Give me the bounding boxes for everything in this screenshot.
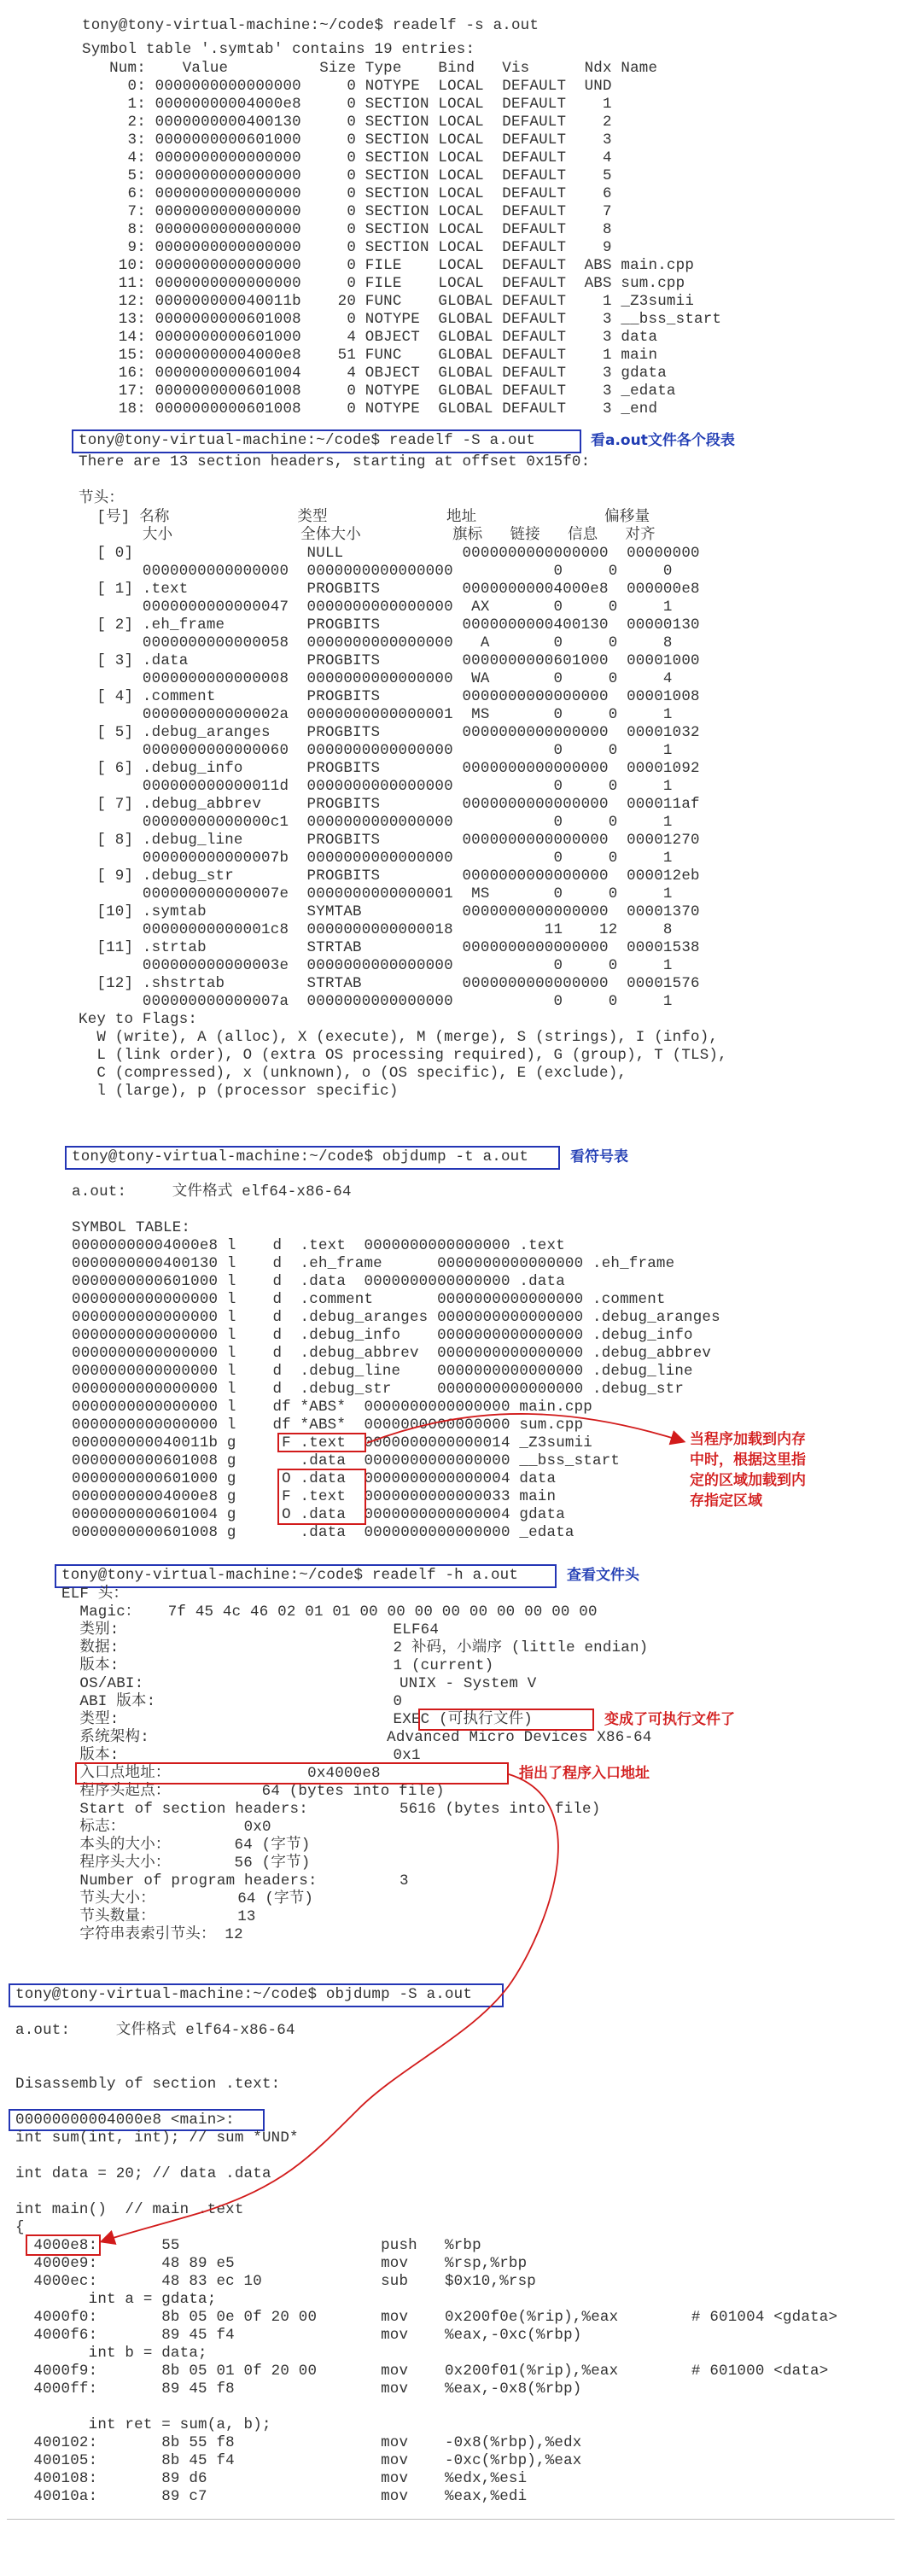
asm-line: 4000ff: 89 45 f8 mov %eax,-0x8(%rbp) (15, 2380, 582, 2398)
file-format: a.out: 文件格式 elf64-x86-64 (15, 2022, 295, 2039)
symtab-header: Num: Value Size Type Bind Vis Ndx Name (82, 60, 658, 77)
load-annotation-line: 当程序加载到内存 (690, 1431, 806, 1448)
symbol-row: 0000000000601000 g O .data 0000000000000004 data (72, 1470, 557, 1487)
symtab-row: 7: 0000000000000000 0 SECTION LOCAL DEFAULT 7 (82, 203, 612, 220)
symbols-annotation: 看符号表 (570, 1148, 628, 1165)
flags-key: l (large), p (processor specific) (79, 1083, 399, 1100)
section-row: [ 5] .debug_aranges PROGBITS 0000000000000000 00001032 (79, 724, 700, 741)
symbol-table-title: SYMBOL TABLE: (72, 1219, 191, 1236)
main-label: 00000000004000e8 <main>: (15, 2112, 235, 2129)
section-row: 0000000000000058 0000000000000000 A 0 0 8 (79, 634, 673, 651)
section-row: 0000000000000047 0000000000000000 AX 0 0 1 (79, 599, 673, 616)
elf-header-row: 节头数量： 13 (61, 1908, 256, 1925)
load-arrow (367, 1414, 683, 1443)
section-row: 000000000000007e 0000000000000001 MS 0 0 1 (79, 885, 673, 902)
symbol-row: 0000000000000000 l d .debug_str 0000000000000000 .debug_str (72, 1381, 685, 1398)
source-line: int data = 20; // data .data (15, 2165, 271, 2182)
command-line: tony@tony-virtual-machine:~/code$ readelf -s a.out (82, 17, 539, 34)
disassembly-title: Disassembly of section .text: (15, 2076, 281, 2093)
symtab-row: 16: 0000000000601004 4 OBJECT GLOBAL DEFAULT 3 gdata (82, 365, 667, 382)
elf-header-row: ABI 版本: 0 (61, 1693, 403, 1710)
section-row: [ 2] .eh_frame PROGBITS 0000000000400130 00000130 (79, 616, 700, 634)
elf-header-row: 类别: ELF64 (61, 1621, 440, 1638)
flags-key: C (compressed), x (unknown), o (OS specific), E (exclude), (79, 1065, 627, 1082)
load-annotation-line: 定的区域加载到内 (690, 1472, 806, 1489)
section-row: 00000000000000c1 0000000000000000 0 0 1 (79, 814, 673, 831)
source-line: int main() // main .text (15, 2201, 244, 2218)
symtab-row: 9: 0000000000000000 0 SECTION LOCAL DEFAULT 9 (82, 239, 612, 256)
symtab-row: 1: 00000000004000e8 0 SECTION LOCAL DEFAULT 1 (82, 96, 612, 113)
elf-header-row: Number of program headers: 3 (61, 1872, 409, 1890)
symbol-row: 0000000000601004 g O .data 0000000000000004 gdata (72, 1506, 565, 1523)
symtab-row: 17: 0000000000601008 0 NOTYPE GLOBAL DEFAULT 3 _edata (82, 383, 676, 400)
section-row: [ 7] .debug_abbrev PROGBITS 0000000000000000 000011af (79, 796, 700, 813)
section-row: [10] .symtab SYMTAB 0000000000000000 00001370 (79, 903, 700, 920)
sections-header: [号] 名称 类型 地址 偏移量 (79, 509, 650, 526)
asm-line: 400105: 8b 45 f4 mov -0xc(%rbp),%eax (15, 2452, 582, 2469)
symbol-row: 0000000000000000 l d .debug_line 0000000000000000 .debug_line (72, 1363, 693, 1380)
elf-header-row: 本头的大小： 64 (字节) (61, 1837, 311, 1854)
symbol-row: 0000000000601000 l d .data 0000000000000000 .data (72, 1273, 565, 1290)
section-row: Key to Flags: (79, 1011, 198, 1028)
section-row: [ 6] .debug_info PROGBITS 0000000000000000 00001092 (79, 760, 700, 777)
symtab-row: 13: 0000000000601008 0 NOTYPE GLOBAL DEFAULT 3 __bss_start (82, 311, 722, 328)
entry-arrow (102, 1774, 558, 2241)
section-row: [ 0] NULL 0000000000000000 00000000 (79, 545, 700, 562)
symtab-row: 14: 0000000000601000 4 OBJECT GLOBAL DEFAULT 3 data (82, 329, 658, 346)
asm-line: 4000f6: 89 45 f4 mov %eax,-0xc(%rbp) (15, 2327, 582, 2344)
symtab-row: 10: 0000000000000000 0 FILE LOCAL DEFAULT ABS main.cpp (82, 257, 695, 274)
section-row: [ 8] .debug_line PROGBITS 0000000000000000 00001270 (79, 832, 700, 849)
symtab-caption: Symbol table '.symtab' contains 19 entries: (82, 41, 475, 58)
elf-header-row: 数据: 2 补码，小端序 (little endian) (61, 1639, 649, 1656)
exec-annotation: 变成了可执行文件了 (604, 1711, 735, 1728)
source-line: int ret = sum(a, b); (15, 2416, 271, 2433)
elf-header-row: 程序头起点： 64 (bytes into file) (61, 1783, 445, 1800)
section-row: 000000000000007b 0000000000000000 0 0 1 (79, 850, 673, 867)
load-annotation-line: 存指定区域 (690, 1492, 762, 1510)
asm-line: 40010a: 89 c7 mov %eax,%edi (15, 2488, 528, 2505)
asm-line: 4000ec: 48 83 ec 10 sub $0x10,%rsp (15, 2273, 536, 2290)
symtab-row: 4: 0000000000000000 0 SECTION LOCAL DEFAULT 4 (82, 149, 612, 166)
symbol-row: 0000000000400130 l d .eh_frame 0000000000000000 .eh_frame (72, 1255, 675, 1272)
symbol-row: 00000000004000e8 l d .text 0000000000000000 .text (72, 1237, 565, 1254)
source-line: int b = data; (15, 2345, 207, 2362)
command-line: tony@tony-virtual-machine:~/code$ readelf -h a.out (61, 1567, 519, 1584)
elf-header-row: Start of section headers: 5616 (bytes into file) (61, 1801, 601, 1818)
source-line: int a = gdata; (15, 2291, 217, 2308)
elf-header-row: 版本: 1 (current) (61, 1657, 494, 1674)
asm-line: 4000f9: 8b 05 01 0f 20 00 mov 0x200f01(%rip),%eax # 601000 <data> (15, 2363, 829, 2380)
symtab-row: 12: 000000000040011b 20 FUNC GLOBAL DEFAULT 1 _Z3sumii (82, 293, 695, 310)
elf-header-row: 系统架构: Advanced Micro Devices X86-64 (61, 1729, 652, 1746)
section-row: [ 1] .text PROGBITS 00000000004000e8 000000e8 (79, 581, 700, 598)
elf-header-row: 入口点地址： 0x4000e8 (61, 1765, 381, 1782)
symbol-row: 0000000000000000 l df *ABS* 0000000000000000 main.cpp (72, 1399, 592, 1416)
section-row: 00000000000001c8 0000000000000018 11 12 8 (79, 921, 673, 938)
section-row: 0000000000000008 0000000000000000 WA 0 0 4 (79, 670, 673, 687)
symbol-row: 0000000000000000 l df *ABS* 0000000000000000 sum.cpp (72, 1417, 584, 1434)
symbol-row: 000000000040011b g F .text 0000000000000014 _Z3sumii (72, 1434, 592, 1452)
elf-header-row: Magic： 7f 45 4c 46 02 01 01 00 00 00 00 00 00 00 00 00 (61, 1603, 598, 1621)
symbol-row: 0000000000000000 l d .debug_aranges 0000000000000000 .debug_aranges (72, 1309, 720, 1326)
section-row: 000000000000007a 0000000000000000 0 0 1 (79, 993, 673, 1010)
elf-header-row: 字符串表索引节头： 12 (61, 1926, 243, 1943)
symtab-row: 18: 0000000000601008 0 NOTYPE GLOBAL DEFAULT 3 _end (82, 400, 658, 418)
command-line: tony@tony-virtual-machine:~/code$ objdump -S a.out (15, 1986, 473, 2003)
asm-line: 400102: 8b 55 f8 mov -0x8(%rbp),%edx (15, 2434, 582, 2451)
sections-caption: There are 13 section headers, starting at offset 0x15f0: (79, 453, 591, 470)
symbol-row: 0000000000000000 l d .debug_info 0000000000000000 .debug_info (72, 1327, 693, 1344)
symtab-row: 3: 0000000000601000 0 SECTION LOCAL DEFAULT 3 (82, 131, 612, 149)
section-row: W (write), A (alloc), X (execute), M (merge), S (strings), I (info), (79, 1029, 719, 1046)
asm-line: 4000f0: 8b 05 0e 0f 20 00 mov 0x200f0e(%rip),%eax # 601004 <gdata> (15, 2309, 838, 2326)
elf-header-row: 类型: EXEC (可执行文件) (61, 1711, 533, 1728)
elf-header-row: 节头大小： 64 (字节) (61, 1890, 314, 1907)
symtab-row: 11: 0000000000000000 0 FILE LOCAL DEFAULT ABS sum.cpp (82, 275, 685, 292)
sections-title: 节头： (79, 490, 125, 507)
elf-header-row: 标志： 0x0 (61, 1819, 271, 1836)
symbol-row: 0000000000000000 l d .debug_abbrev 0000000000000000 .debug_abbrev (72, 1345, 712, 1362)
entry-annotation: 指出了程序入口地址 (519, 1765, 650, 1782)
load-annotation-line: 中时，根据这里指 (690, 1452, 806, 1469)
source-line: { (15, 2219, 25, 2236)
symtab-row: 6: 0000000000000000 0 SECTION LOCAL DEFAULT 6 (82, 185, 612, 202)
sections-annotation: 看a.out文件各个段表 (591, 432, 735, 449)
symbol-row: 0000000000601008 g .data 0000000000000000 __bss_start (72, 1452, 621, 1469)
section-row: 0000000000000060 0000000000000000 0 0 1 (79, 742, 673, 759)
section-row: [ 4] .comment PROGBITS 0000000000000000 00001008 (79, 688, 700, 705)
sections-header: 大小 全体大小 旗标 链接 信息 对齐 (79, 527, 656, 544)
asm-line: 4000e8: 55 push %rbp (15, 2237, 481, 2254)
symtab-row: 15: 00000000004000e8 51 FUNC GLOBAL DEFAULT 1 main (82, 347, 658, 364)
symtab-row: 5: 0000000000000000 0 SECTION LOCAL DEFAULT 5 (82, 167, 612, 184)
section-row: [ 9] .debug_str PROGBITS 0000000000000000 000012eb (79, 867, 700, 885)
elf-header-title: ELF 头： (61, 1586, 129, 1603)
elf-header-row: 版本: 0x1 (61, 1747, 421, 1764)
command-line: tony@tony-virtual-machine:~/code$ objdump -t a.out (72, 1148, 529, 1165)
asm-line: 4000e9: 48 89 e5 mov %rsp,%rbp (15, 2255, 528, 2272)
section-row: 000000000000003e 0000000000000000 0 0 1 (79, 957, 673, 974)
command-line: tony@tony-virtual-machine:~/code$ readelf -S a.out (79, 432, 536, 449)
symtab-row: 0: 0000000000000000 0 NOTYPE LOCAL DEFAULT UND (82, 78, 612, 95)
section-row: 000000000000011d 0000000000000000 0 0 1 (79, 778, 673, 795)
asm-line: 400108: 89 d6 mov %edx,%esi (15, 2470, 528, 2487)
section-row: 000000000000002a 0000000000000001 MS 0 0 1 (79, 706, 673, 723)
elf-header-row: OS/ABI: UNIX - System V (61, 1675, 537, 1692)
elf-header-row: 程序头大小： 56 (字节) (61, 1855, 311, 1872)
section-row: [12] .shstrtab STRTAB 0000000000000000 00001576 (79, 975, 700, 992)
file-format: a.out: 文件格式 elf64-x86-64 (72, 1183, 352, 1200)
section-row: [11] .strtab STRTAB 0000000000000000 00001538 (79, 939, 700, 956)
symtab-row: 8: 0000000000000000 0 SECTION LOCAL DEFAULT 8 (82, 221, 612, 238)
section-row: [ 3] .data PROGBITS 0000000000601000 00001000 (79, 652, 700, 669)
source-line: int sum(int, int); // sum *UND* (15, 2129, 299, 2147)
section-row: 0000000000000000 0000000000000000 0 0 0 (79, 563, 673, 580)
symbol-row: 00000000004000e8 g F .text 0000000000000033 main (72, 1488, 557, 1505)
symbol-row: 0000000000000000 l d .comment 0000000000000000 .comment (72, 1291, 666, 1308)
symbol-row: 0000000000601008 g .data 0000000000000000 _edata (72, 1524, 574, 1541)
symtab-row: 2: 0000000000400130 0 SECTION LOCAL DEFAULT 2 (82, 114, 612, 131)
flags-key: L (link order), O (extra OS processing required), G (group), T (TLS), (79, 1047, 727, 1064)
header-annotation: 查看文件头 (567, 1567, 639, 1584)
